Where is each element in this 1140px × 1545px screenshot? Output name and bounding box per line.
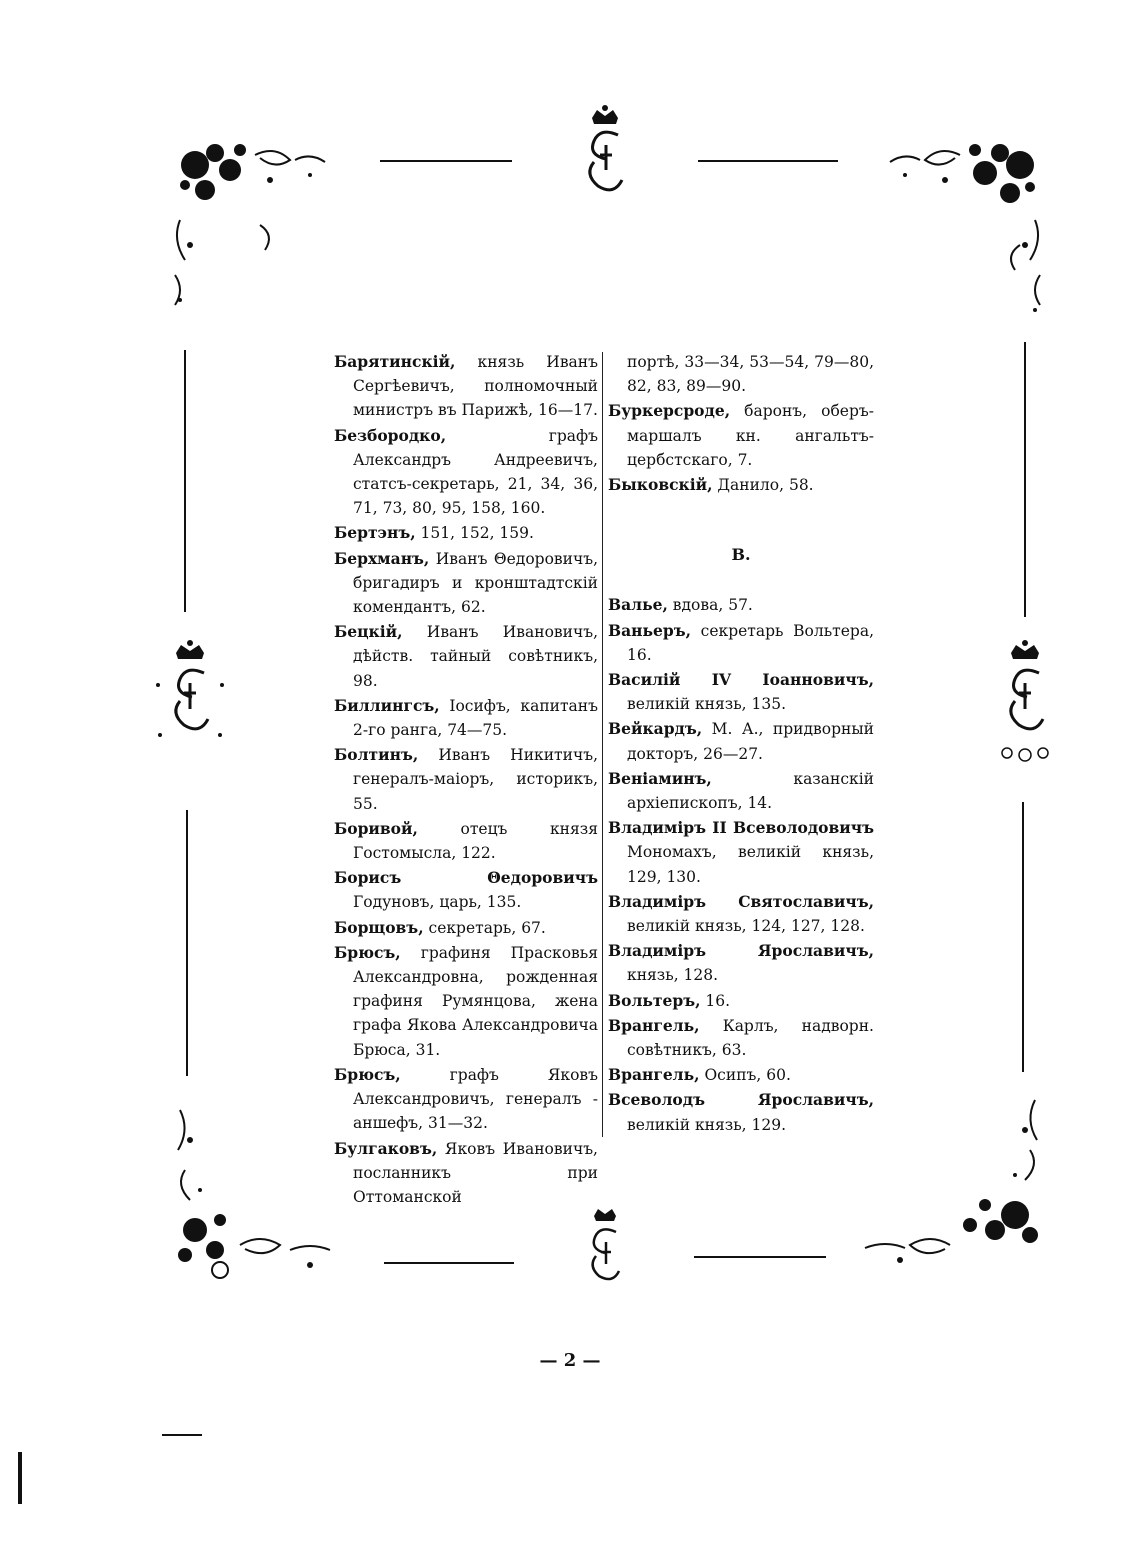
index-headword: Всеволодъ Ярославичъ, <box>608 1090 874 1110</box>
index-entry <box>334 743 598 816</box>
index-headword: Бертэнъ, <box>334 523 416 543</box>
frame-bottom-left-rule <box>384 1262 514 1264</box>
floral-corner-icon <box>830 125 1060 355</box>
index-entry <box>608 473 874 497</box>
frame-right-upper-rule <box>1024 342 1026 617</box>
crown-monogram-icon <box>570 1200 640 1300</box>
index-headword: Борисъ Θедоровичъ <box>334 868 598 888</box>
crown-monogram-icon <box>985 625 1065 775</box>
scan-mark <box>18 1452 22 1504</box>
index-entry <box>608 1088 874 1136</box>
index-entry-text: Годуновъ, царь, 135. <box>353 893 522 912</box>
frame-bottom-right-rule <box>694 1256 826 1258</box>
index-column-right <box>608 350 874 1138</box>
index-entry-text: Мономахъ, великій князь, 129, 130. <box>627 843 874 886</box>
index-headword: Бецкій, <box>334 622 403 642</box>
index-entry <box>334 916 598 940</box>
index-entry <box>334 941 598 1062</box>
index-entry <box>608 593 874 617</box>
index-headword: Валье, <box>608 595 668 615</box>
index-entry <box>608 890 874 938</box>
index-headword: Владиміръ II Всеволодовичъ <box>608 818 874 838</box>
column-divider <box>602 352 603 1137</box>
index-entry-text: отецъ князя Гостомысла, 122. <box>353 819 598 863</box>
index-entry-text: вдова, 57. <box>667 596 753 615</box>
index-headword: Биллингсъ, <box>334 695 440 715</box>
index-headword: Вейкардъ, <box>608 719 703 739</box>
index-entry-text: 16. <box>700 991 731 1010</box>
index-entry-text: графъ Александръ Андреевичъ, статсъ-секретарь, 21, 34, 36, 71, 73, 80, 95, 158, 160. <box>353 426 598 518</box>
index-entry <box>608 1014 874 1062</box>
index-headword: Врангель, <box>608 1015 700 1035</box>
index-entry <box>608 717 874 765</box>
index-entry-text: Иванъ Никитичъ, генералъ-маіоръ, историкъ, 55. <box>353 746 598 813</box>
index-entry <box>334 866 598 914</box>
index-headword: Ваньеръ, <box>608 620 691 640</box>
index-entry-text: казанскій архіепископъ, 14. <box>627 769 874 813</box>
index-entry-text: секретарь Вольтера, 16. <box>627 621 874 664</box>
index-headword: Владиміръ Ярославичъ, <box>608 941 874 961</box>
frame-right-lower-rule <box>1022 802 1024 1072</box>
index-headword: Борщовъ, <box>334 917 424 937</box>
index-entry <box>334 1137 598 1210</box>
index-headword: Веніаминъ, <box>608 768 712 788</box>
index-headword: Берхманъ, <box>334 548 430 568</box>
index-headword: Буркерсроде, <box>608 401 731 421</box>
index-entry <box>608 767 874 815</box>
index-entry-text: князь, 128. <box>627 966 719 985</box>
index-entry-text: Данило, 58. <box>712 476 814 495</box>
index-entry-text: Яковъ Ивановичъ, посланникъ при Оттоманской <box>353 1139 598 1206</box>
crown-monogram-icon <box>150 625 230 755</box>
floral-corner-icon <box>160 125 390 355</box>
index-headword: Владиміръ Святославичъ, <box>608 891 874 911</box>
index-entry <box>334 424 598 521</box>
index-entry-text: Іосифъ, капитанъ 2-го ранга, 74—75. <box>353 696 598 740</box>
index-entry-text: графъ Яковъ Александровичъ, генералъ - аншефъ, 31—32. <box>353 1065 598 1133</box>
index-entry <box>334 350 598 423</box>
index-entry-text: Карлъ, надворн. совѣтникъ, 63. <box>627 1016 874 1060</box>
frame-left-upper-rule <box>184 350 186 612</box>
index-headword: Боривой, <box>334 818 418 838</box>
frame-left-lower-rule <box>186 810 188 1076</box>
index-entry <box>608 989 874 1013</box>
index-entry <box>334 521 598 545</box>
index-entry-text: Иванъ Ивановичъ, дѣйств. тайный совѣтникъ, 98. <box>353 623 598 690</box>
index-entry <box>334 547 598 620</box>
index-entry-text: баронъ, оберъ-маршалъ кн. ангальтъ-цербстскаго, 7. <box>627 402 874 469</box>
index-entry-text: великій князь, 129. <box>627 1115 787 1134</box>
scan-mark <box>162 1434 202 1436</box>
index-headword: Вольтеръ, <box>608 990 701 1010</box>
index-headword: Брюсъ, <box>334 1064 401 1084</box>
page-number: — 2 — <box>539 1350 601 1371</box>
section-letter: В. <box>731 545 751 565</box>
crown-monogram-icon <box>570 100 640 210</box>
index-entry <box>608 1063 874 1087</box>
index-entry <box>608 939 874 987</box>
index-entry-text: великій князь, 124, 127, 128. <box>627 917 865 936</box>
index-entry <box>334 1063 598 1136</box>
index-headword: Брюсъ, <box>334 942 401 962</box>
index-entry <box>334 817 598 865</box>
index-headword: Быковскій, <box>608 475 713 495</box>
index-entry-text: 151, 152, 159. <box>415 524 534 543</box>
index-entry-text: Осипъ, 60. <box>699 1066 791 1085</box>
frame-top-right-rule <box>698 160 838 162</box>
index-entry <box>608 668 874 716</box>
index-headword: Болтинъ, <box>334 745 419 765</box>
index-entry <box>608 619 874 667</box>
index-headword: Василій IV Іоанновичъ, <box>608 670 874 690</box>
index-entry-text: Иванъ Θедоровичъ, бригадиръ и кронштадтскій комендантъ, 62. <box>353 549 598 617</box>
index-entry-text: М. А., придворный докторъ, 26—27. <box>627 720 874 763</box>
index-entry-text: графиня Прасковья Александровна, рожденная графиня Румянцова, жена графа Якова Александровича Брюса, 31. <box>353 943 598 1059</box>
index-entry <box>334 694 598 742</box>
index-entry-text: портѣ, 33—34, 53—54, 79—80, 82, 83, 89—90. <box>627 353 874 396</box>
index-entry-text: князь Иванъ Сергѣевичъ, полномочный министръ въ Парижѣ, 16—17. <box>353 353 598 420</box>
index-entry-text: секретарь, 67. <box>423 918 546 937</box>
index-headword: Барятинскій, <box>334 352 456 371</box>
frame-top-left-rule <box>380 160 512 162</box>
index-entry <box>608 399 874 472</box>
index-headword: Врангель, <box>608 1065 700 1085</box>
index-headword: Безбородко, <box>334 425 447 445</box>
index-entry <box>334 620 598 693</box>
index-entry <box>608 350 874 398</box>
index-entry <box>608 816 874 889</box>
index-entry-text: великій князь, 135. <box>627 695 787 714</box>
index-headword: Булгаковъ, <box>334 1138 438 1158</box>
index-column-left <box>334 350 598 1210</box>
